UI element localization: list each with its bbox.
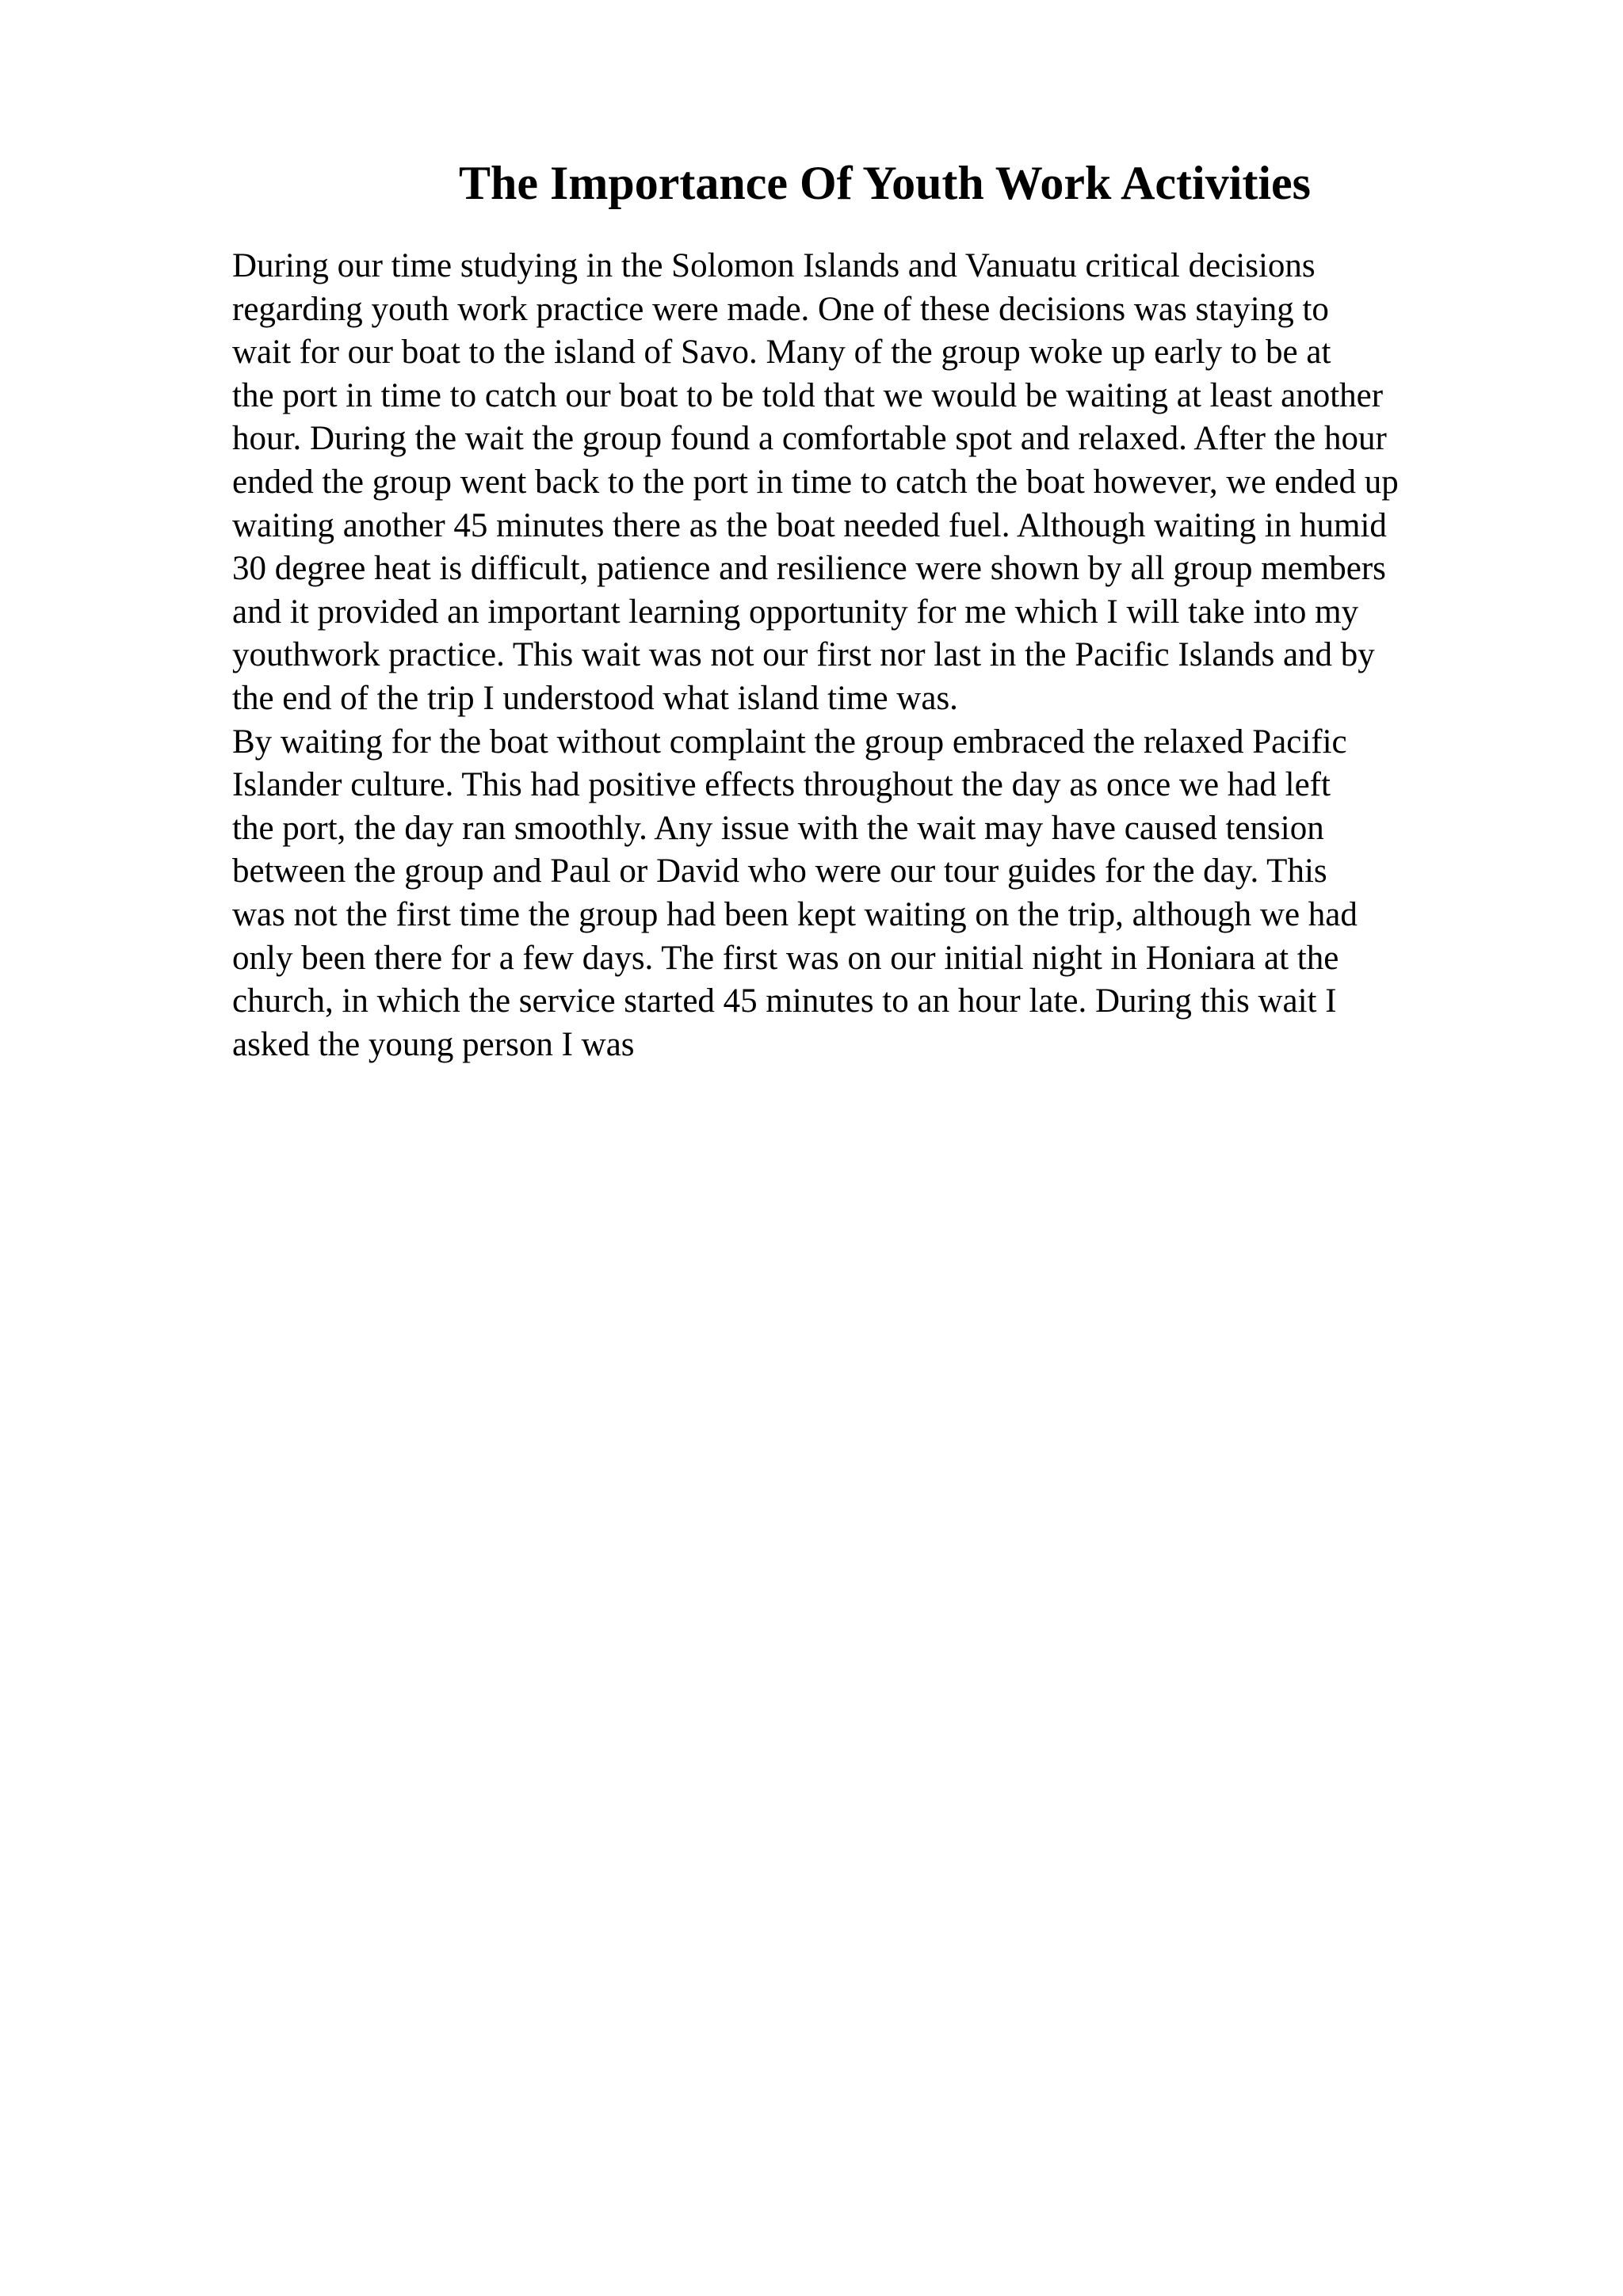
text-line: church, in which the service started 45 minutes to an hour late. During this wait I	[232, 982, 1337, 1020]
text-line: asked the young person I was	[232, 1025, 635, 1063]
text-line: During our time studying in the Solomon Islands and Vanuatu critical decisions	[232, 247, 1316, 284]
text-line: By waiting for the boat without complaint the group embraced the relaxed Pacific	[232, 723, 1347, 761]
text-line: 30 degree heat is difficult, patience and resilience were shown by all group members	[232, 550, 1386, 588]
text-line: hour. During the wait the group found a comfortable spot and relaxed. After the hour	[232, 420, 1387, 458]
text-line: youthwork practice. This wait was not our first nor last in the Pacific Islands and by	[232, 636, 1375, 674]
text-line: waiting another 45 minutes there as the boat needed fuel. Although waiting in humid	[232, 506, 1387, 544]
document-title: The Importance Of Youth Work Activities	[459, 157, 1311, 209]
text-line: the port in time to catch our boat to be told that we would be waiting at least another	[232, 376, 1384, 414]
text-line: Islander culture. This had positive effects throughout the day as once we had left	[232, 766, 1331, 804]
text-line: and it provided an important learning opportunity for me which I will take into my	[232, 593, 1359, 631]
text-line: the port, the day ran smoothly. Any issue with the wait may have caused tension	[232, 809, 1324, 847]
text-line: regarding youth work practice were made. One of these decisions was staying to	[232, 290, 1329, 328]
text-line: the end of the trip I understood what island time was.	[232, 679, 958, 717]
text-line: between the group and Paul or David who were our tour guides for the day. This	[232, 852, 1327, 891]
text-line: only been there for a few days. The first was on our initial night in Honiara at the	[232, 939, 1339, 977]
text-line: ended the group went back to the port in time to catch the boat however, we ended up	[232, 463, 1399, 501]
document-body	[232, 245, 1516, 1066]
text-line: was not the first time the group had been kept waiting on the trip, although we had	[232, 895, 1358, 933]
text-line: wait for our boat to the island of Savo. Many of the group woke up early to be at	[232, 334, 1331, 372]
